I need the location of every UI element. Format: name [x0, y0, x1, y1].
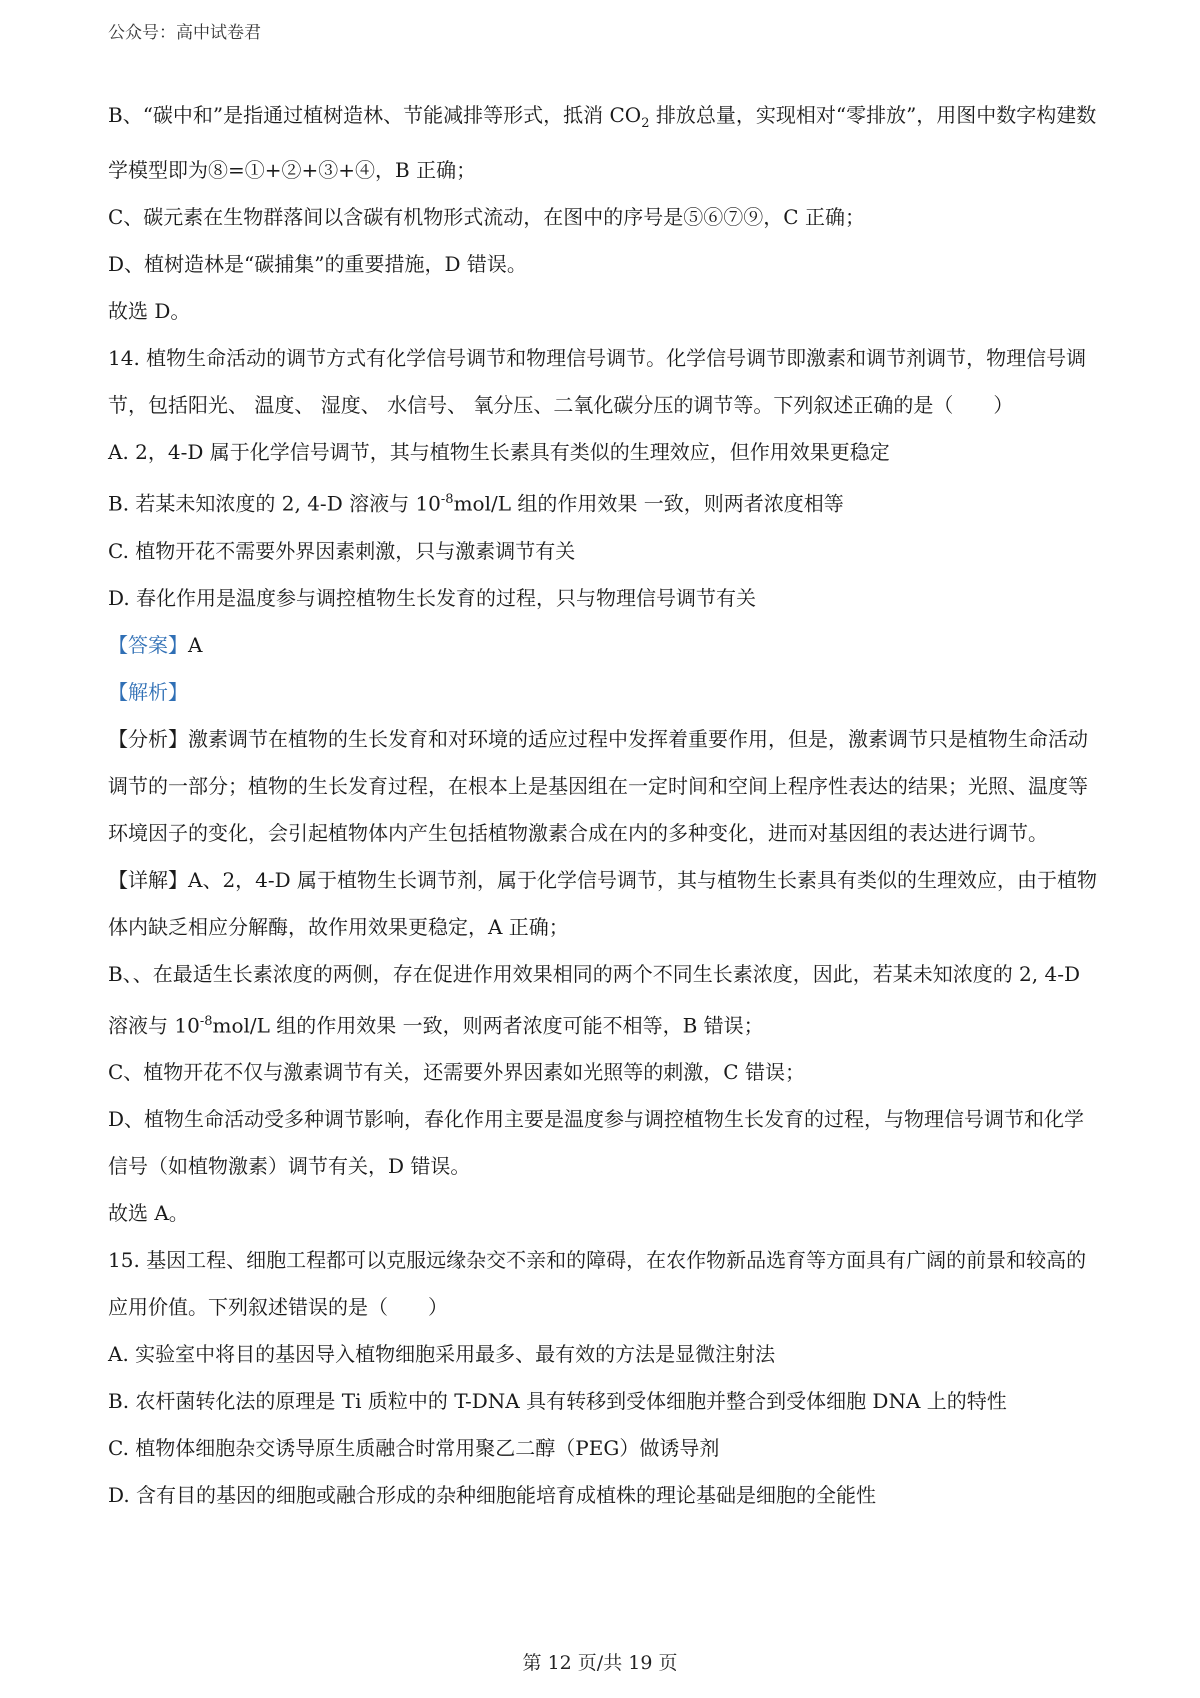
- document-body: [108, 92, 1098, 1519]
- q14-option-d: D. 春化作用是温度参与调控植物生长发育的过程，只与物理信号调节有关: [108, 585, 757, 610]
- q15-option-a: A. 实验室中将目的基因导入植物细胞采用最多、最有效的方法是显微注射法: [108, 1342, 776, 1367]
- q14-option-b: B. 若某未知浓度的 2, 4-D 溶液与 $10^{-8}mol/L$ 组的作用效果 一致，则两者浓度相等: [108, 491, 844, 516]
- q14-option-a: A. 2，4-D 属于化学信号调节，其与植物生长素具有类似的生理效应，但作用效果更稳定: [108, 440, 890, 464]
- q14-answer: 【答案】A: [108, 632, 203, 657]
- q15-option-c: C. 植物体细胞杂交诱导原生质融合时常用聚乙二醇（PEG）做诱导剂: [108, 1436, 720, 1461]
- q14-stem: 14. 植物生命活动的调节方式有化学信号调节和物理信号调节。化学信号调节即激素和调节剂调节，物理信号调节，包括阳光、 温度、 湿度、 水信号、 氧分压、二氧化碳分压的调节等。下列叙述正确的是（ ）: [108, 346, 1087, 417]
- q14-fenxi: 【分析】激素调节在植物的生长发育和对环境的适应过程中发挥着重要作用，但是，激素调节只是植物生命活动调节的一部分；植物的生长发育过程，在根本上是基因组在一定时间和空间上程序性表达的结果；光照、温度等环境因子的变化，会引起植物体内产生包括植物激素合成在内的多种变化，进而对基因组的表达进行调节。: [108, 726, 1088, 845]
- q13-final-answer: 故选 D。: [108, 299, 191, 323]
- q14-final-answer: 故选 A。: [108, 1201, 189, 1226]
- q14-xiangjie-b: B、、在最适生长素浓度的两侧，存在促进作用效果相同的两个不同生长素浓度，因此，若某未知浓度的 2, 4-D 溶液与 $10^{-8}mol/L$ 组的作用效果 一致，则两者浓度可能不相等，B 错误；: [108, 961, 1081, 1038]
- q14-analysis-tag: 【解析】: [108, 679, 188, 704]
- q15-option-d: D. 含有目的基因的细胞或融合形成的杂种细胞能培育成植株的理论基础是细胞的全能性: [108, 1483, 877, 1508]
- q15-option-b: B. 农杆菌转化法的原理是 Ti 质粒中的 T-DNA 具有转移到受体细胞并整合到受体细胞 DNA 上的特性: [108, 1389, 1007, 1414]
- q13-option-b-explanation: B、“碳中和”是指通过植树造林、节能减排等形式，抵消 $CO_2$ 排放总量，实现相对“零排放”，用图中数字构建数学模型即为⑧=①+②+③+④，B 正确；: [108, 103, 1097, 182]
- source-header: 公众号：高中试卷君: [108, 23, 261, 43]
- q14-option-c: C. 植物开花不需要外界因素刺激，只与激素调节有关: [108, 538, 576, 563]
- q13-option-c-explanation: C、碳元素在生物群落间以含碳有机物形式流动，在图中的序号是⑤⑥⑦⑨，C 正确；: [108, 205, 865, 229]
- q15-stem: 15. 基因工程、细胞工程都可以克服远缘杂交不亲和的障碍，在农作物新品选育等方面具有广阔的前景和较高的应用价值。下列叙述错误的是（ ）: [108, 1248, 1087, 1320]
- q14-xiangjie-d: D、植物生命活动受多种调节影响，春化作用主要是温度参与调控植物生长发育的过程，与物理信号调节和化学信号（如植物激素）调节有关，D 错误。: [108, 1107, 1085, 1179]
- q14-xiangjie-c: C、植物开花不仅与激素调节有关，还需要外界因素如光照等的刺激，C 错误；: [108, 1060, 805, 1085]
- answer-tag: 【答案】: [108, 632, 188, 657]
- page-number: 第 12 页/共 19 页: [522, 1652, 678, 1674]
- q13-option-d-explanation: D、植树造林是“碳捕集”的重要措施，D 错误。: [108, 252, 527, 276]
- q14-xiangjie-a: 【详解】A、2，4-D 属于植物生长调节剂，属于化学信号调节，其与植物生长素具有类似的生理效应，由于植物体内缺乏相应分解酶，故作用效果更稳定，A 正确；: [108, 867, 1098, 939]
